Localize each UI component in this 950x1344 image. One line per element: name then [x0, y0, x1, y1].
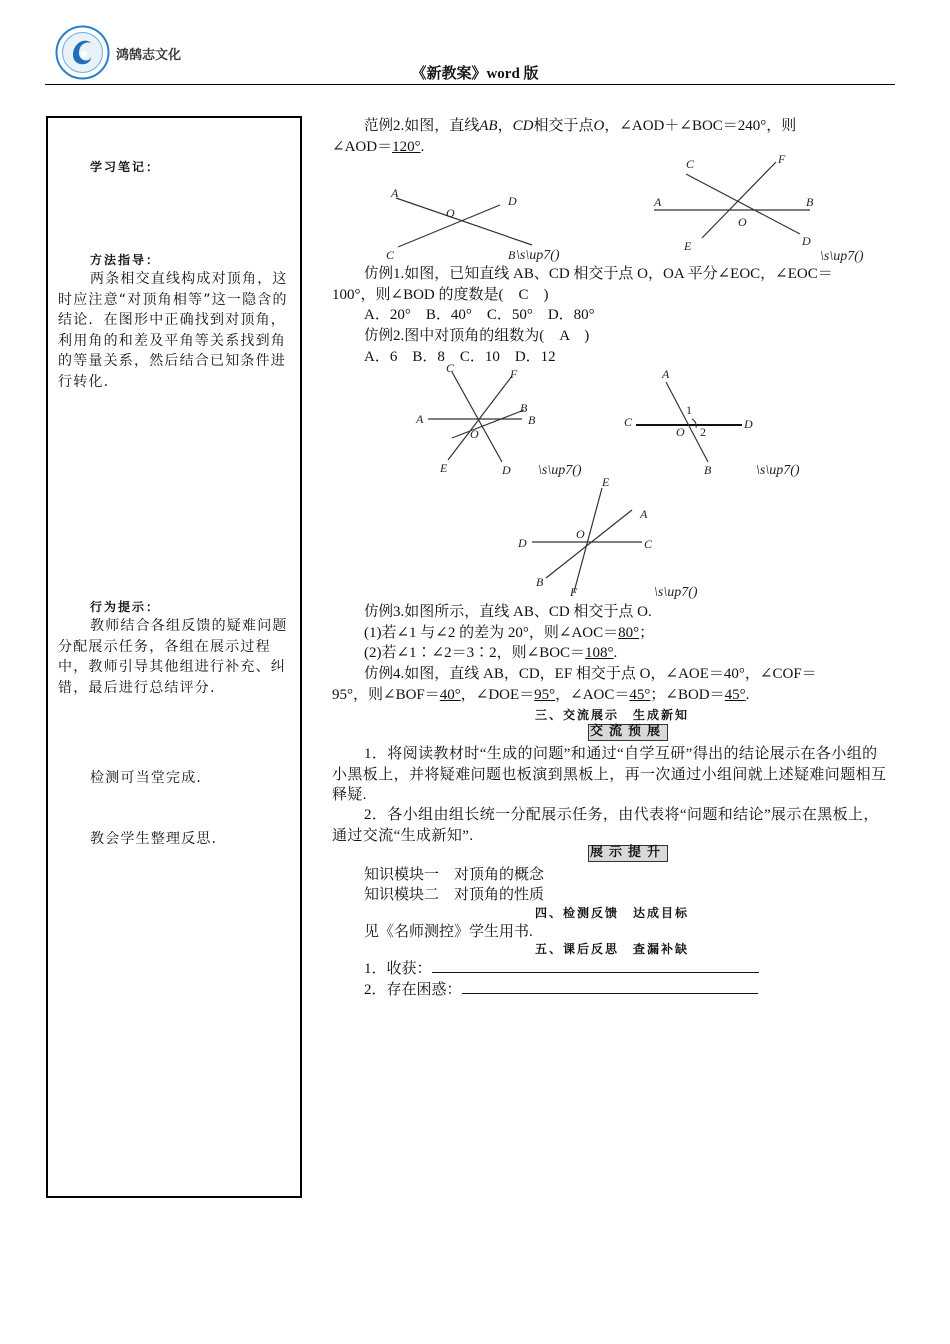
fig4-label-b: B: [704, 463, 712, 477]
sidebar-notes-box: [46, 116, 302, 1198]
section4-heading: 四、检测反馈 达成目标: [534, 906, 689, 920]
badge-exchange-preview: 交流预展: [589, 724, 666, 740]
header-divider: [45, 84, 895, 85]
method-text: 两条相交直线构成对顶角，这时应注意“对顶角相等”这一隐含的结论．在图形中正确找到对顶角，利用角的和差及平角等关系找到角的等量关系，然后结合已知条件进行转化.: [58, 271, 288, 390]
fig5-label-e: E: [602, 475, 610, 489]
fig3-caption: \s\up7(): [538, 463, 582, 478]
fig5-label-f: F: [570, 585, 578, 599]
example2-line2: ∠AOD＝120°.: [332, 139, 425, 155]
fig1-label-a: A: [391, 186, 399, 200]
figure-3: [412, 362, 602, 482]
practice2-options: A．6 B．8 C．10 D．12: [364, 349, 556, 365]
fig3-label-o: O: [470, 427, 479, 441]
badge-display-improve: 展示提升: [589, 845, 666, 861]
practice4-line1: 仿例4.如图，直线 AB，CD，EF 相交于点 O，∠AOE＝40°，∠COF＝: [364, 666, 817, 682]
practice1-options: A．20° B．40° C．50° D．80°: [364, 307, 595, 323]
fig2-label-e: E: [684, 239, 692, 253]
fig3-label-d: D: [502, 463, 511, 477]
fig3-label-e: E: [440, 461, 448, 475]
practice1-line1: 仿例1.如图，已知直线 AB、CD 相交于点 O，OA 平分∠EOC，∠EOC＝: [364, 266, 833, 282]
fig3-label-a: A: [416, 412, 424, 426]
section3-heading: 三、交流展示 生成新知: [534, 708, 689, 722]
fig2-caption: \s\up7(): [820, 249, 864, 264]
fig5-label-a: A: [640, 507, 648, 521]
gain-blank-line[interactable]: [432, 958, 759, 973]
practice3-sub1: (1)若∠1 与∠2 的差为 20°，则∠AOC＝80°；: [364, 625, 655, 641]
fig4-label-1: 1: [686, 403, 692, 417]
confusion-blank-line[interactable]: [462, 979, 758, 994]
fig2-label-d: D: [802, 234, 811, 248]
fig1-label-b: B: [508, 248, 516, 262]
practice3-sub2: (2)若∠1∶∠2＝3∶2，则∠BOC＝108°.: [364, 645, 618, 661]
fig5-label-c: C: [644, 537, 653, 551]
fig4-label-a: A: [662, 367, 670, 381]
section3-para2: 2．各小组由组长统一分配展示任务，由代表将“问题和结论”展示在黑板上，通过交流“生成新知”.: [332, 807, 879, 844]
fig4-label-2: 2: [700, 425, 706, 439]
fig5-label-o: O: [576, 527, 585, 541]
practice1-line2: 100°，则∠BOD 的度数是( C ): [332, 287, 549, 303]
fig1-label-d: D: [508, 194, 517, 208]
fig1-caption: \s\up7(): [516, 248, 560, 263]
method-heading: 方法指导：: [90, 253, 161, 267]
figure-2: [650, 150, 880, 265]
figure-1: [382, 183, 582, 263]
fig3-label-b2: B: [528, 413, 536, 427]
fig2-label-b: B: [806, 195, 814, 209]
notes-heading: 学习笔记：: [90, 160, 161, 174]
sidebar-note-2: 教会学生整理反思.: [90, 831, 218, 847]
page-title: 《新教案》word 版: [411, 66, 539, 82]
reflection-confusion: 2．存在困惑：: [364, 979, 758, 1001]
section5-heading: 五、课后反思 查漏补缺: [534, 942, 689, 956]
behavior-text: 教师结合各组反馈的疑难问题分配展示任务，各组在展示过程中，教师引导其他组进行补充、纠错，最后进行总结评分.: [58, 618, 288, 696]
logo-text: 鸿鹄志文化: [116, 48, 182, 63]
section4-text: 见《名师测控》学生用书.: [364, 924, 533, 940]
sidebar-note-1: 检测可当堂完成.: [90, 770, 203, 786]
section3-para1: 1．将阅读教材时“生成的问题”和通过“自学互研”得出的结论展示在各小组的小黑板上，并将疑难问题也板演到黑板上，再一次通过小组间就上述疑难问题相互释疑.: [332, 746, 887, 803]
fig5-caption: \s\up7(): [654, 585, 698, 600]
fig4-label-o: O: [676, 425, 685, 439]
figure-4: [620, 362, 820, 482]
behavior-heading: 行为提示：: [90, 600, 161, 614]
fig5-label-d: D: [518, 536, 527, 550]
knowledge-module-1: 知识模块一 对顶角的概念: [364, 867, 545, 883]
fig2-label-c: C: [686, 157, 695, 171]
fig4-caption: \s\up7(): [756, 463, 800, 478]
fig2-label-o: O: [738, 215, 747, 229]
example2-line1: 范例2.如图，直线AB，CD相交于点O，∠AOD＋∠BOC＝240°，则: [364, 118, 797, 134]
fig2-label-a: A: [654, 195, 662, 209]
reflection-gain: 1．收获：: [364, 958, 759, 980]
fig5-label-b: B: [536, 575, 544, 589]
practice4-line2: 95°，则∠BOF＝40°，∠DOE＝95°，∠AOC＝45°；∠BOD＝45°.: [332, 687, 750, 703]
figure-5: [512, 474, 732, 602]
fig3-label-f: F: [510, 367, 518, 381]
practice2-line1: 仿例2.图中对顶角的组数为( A ): [364, 328, 590, 344]
fig1-label-c: C: [386, 248, 395, 262]
fig3-label-c: C: [446, 362, 455, 375]
fig1-label-o: O: [446, 206, 455, 220]
knowledge-module-2: 知识模块二 对顶角的性质: [364, 887, 545, 903]
fig2-label-f: F: [778, 152, 786, 166]
fig4-label-c: C: [624, 415, 633, 429]
fig4-label-d: D: [744, 417, 753, 431]
answer-aod: 120°: [392, 139, 421, 155]
fig3-label-b1: B: [520, 401, 528, 415]
practice3-line1: 仿例3.如图所示，直线 AB、CD 相交于点 O.: [364, 604, 652, 620]
